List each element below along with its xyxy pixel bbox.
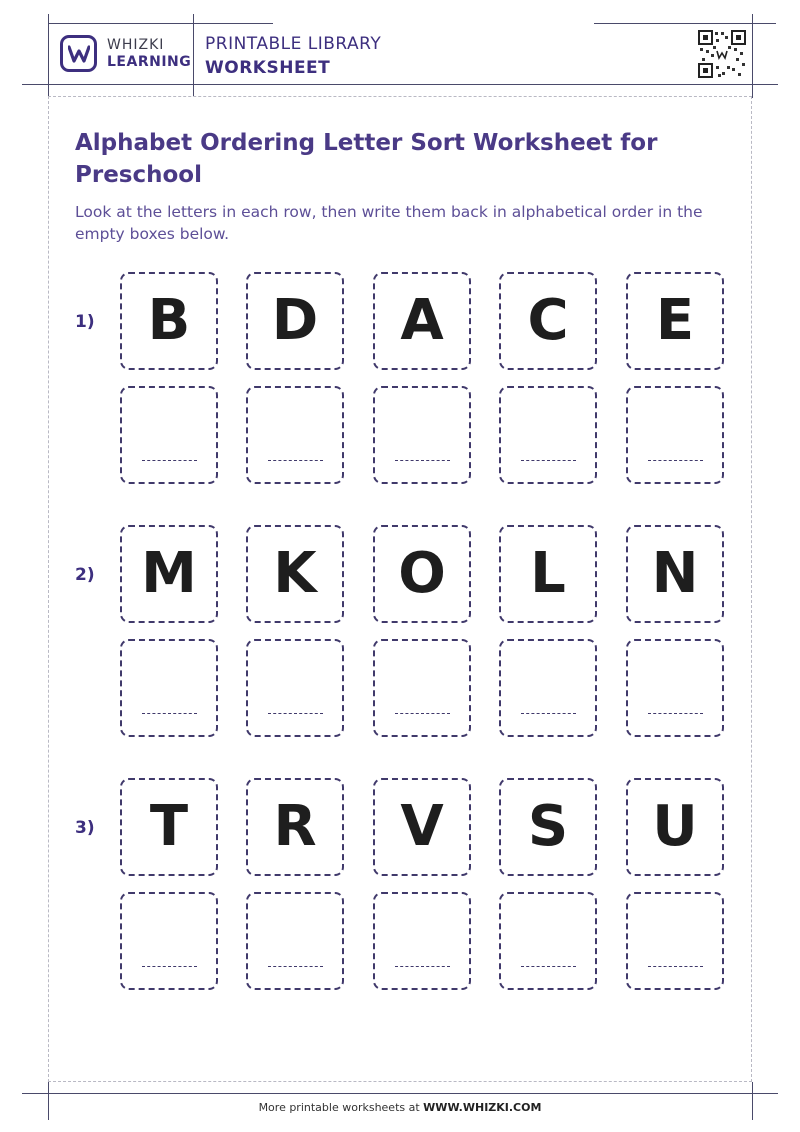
worksheet-label: WORKSHEET [205, 58, 331, 78]
letter-box [373, 778, 471, 876]
answer-box[interactable] [120, 639, 218, 737]
answer-blank [648, 713, 703, 714]
worksheet-instructions: Look at the letters in each row, then write them back in alphabetical order in the empty boxes below. [75, 203, 703, 243]
letter: N [651, 541, 699, 606]
worksheet-title: Alphabet Ordering Letter Sort Worksheet for Preschool [75, 130, 658, 188]
letter: D [271, 288, 319, 353]
footer-text: More printable worksheets at [258, 1101, 420, 1114]
letter-box [626, 272, 724, 370]
footer-link[interactable]: WWW.WHIZKI.COM [423, 1101, 542, 1114]
footer-line [22, 1093, 778, 1094]
answer-blank [521, 460, 576, 461]
letter-box [373, 272, 471, 370]
letter: S [527, 794, 569, 859]
letter: R [273, 794, 317, 859]
answer-box[interactable] [246, 639, 344, 737]
brand-subname: LEARNING [107, 54, 192, 70]
library-label: PRINTABLE LIBRARY [205, 34, 382, 54]
answer-blank [142, 966, 197, 967]
qr-code-icon[interactable] [698, 30, 746, 78]
answer-box[interactable] [626, 386, 724, 484]
answer-box[interactable] [499, 639, 597, 737]
answer-box[interactable] [120, 386, 218, 484]
answer-box[interactable] [499, 386, 597, 484]
answer-box[interactable] [120, 892, 218, 990]
letter: K [273, 541, 317, 606]
letter-box [120, 525, 218, 623]
row-number: 1) [75, 312, 95, 332]
answer-blank [268, 966, 323, 967]
answer-box[interactable] [373, 639, 471, 737]
letter-box [626, 778, 724, 876]
answer-blank [395, 966, 450, 967]
letter-box [373, 525, 471, 623]
brand-name: WHIZKI [107, 37, 165, 53]
answer-blank [521, 966, 576, 967]
answer-blank [521, 713, 576, 714]
footer [0, 1101, 800, 1114]
answer-box[interactable] [373, 892, 471, 990]
answer-blank [648, 460, 703, 461]
answer-blank [648, 966, 703, 967]
answer-blank [395, 460, 450, 461]
row-number: 3) [75, 818, 95, 838]
letter: T [149, 794, 189, 859]
letter: C [527, 288, 569, 353]
letter: L [530, 541, 566, 606]
answer-blank [142, 713, 197, 714]
answer-box[interactable] [626, 639, 724, 737]
header-top-line [48, 23, 273, 24]
answer-box[interactable] [246, 892, 344, 990]
letter: M [141, 541, 197, 606]
letter-box [246, 272, 344, 370]
header-divider [193, 14, 194, 96]
letter: E [655, 288, 695, 353]
answer-box[interactable] [626, 892, 724, 990]
header-right-rule [752, 14, 753, 98]
letter: B [147, 288, 191, 353]
answer-box[interactable] [499, 892, 597, 990]
header-bottom-line [22, 84, 778, 85]
whizki-logo [60, 35, 97, 72]
row-number: 2) [75, 565, 95, 585]
letter: V [400, 794, 444, 859]
answer-blank [268, 460, 323, 461]
answer-box[interactable] [246, 386, 344, 484]
answer-box[interactable] [373, 386, 471, 484]
w-logo-icon [68, 45, 90, 63]
letter-box [499, 525, 597, 623]
letter: O [398, 541, 446, 606]
letter-box [499, 272, 597, 370]
answer-blank [395, 713, 450, 714]
letter: U [652, 794, 698, 859]
letter-box [626, 525, 724, 623]
letter-box [120, 272, 218, 370]
header-top-line-right [594, 23, 776, 24]
answer-blank [268, 713, 323, 714]
letter-box [499, 778, 597, 876]
letter-box [246, 525, 344, 623]
letter: A [400, 288, 444, 353]
letter-box [120, 778, 218, 876]
letter-box [246, 778, 344, 876]
header-left-rule [48, 14, 49, 98]
answer-blank [142, 460, 197, 461]
